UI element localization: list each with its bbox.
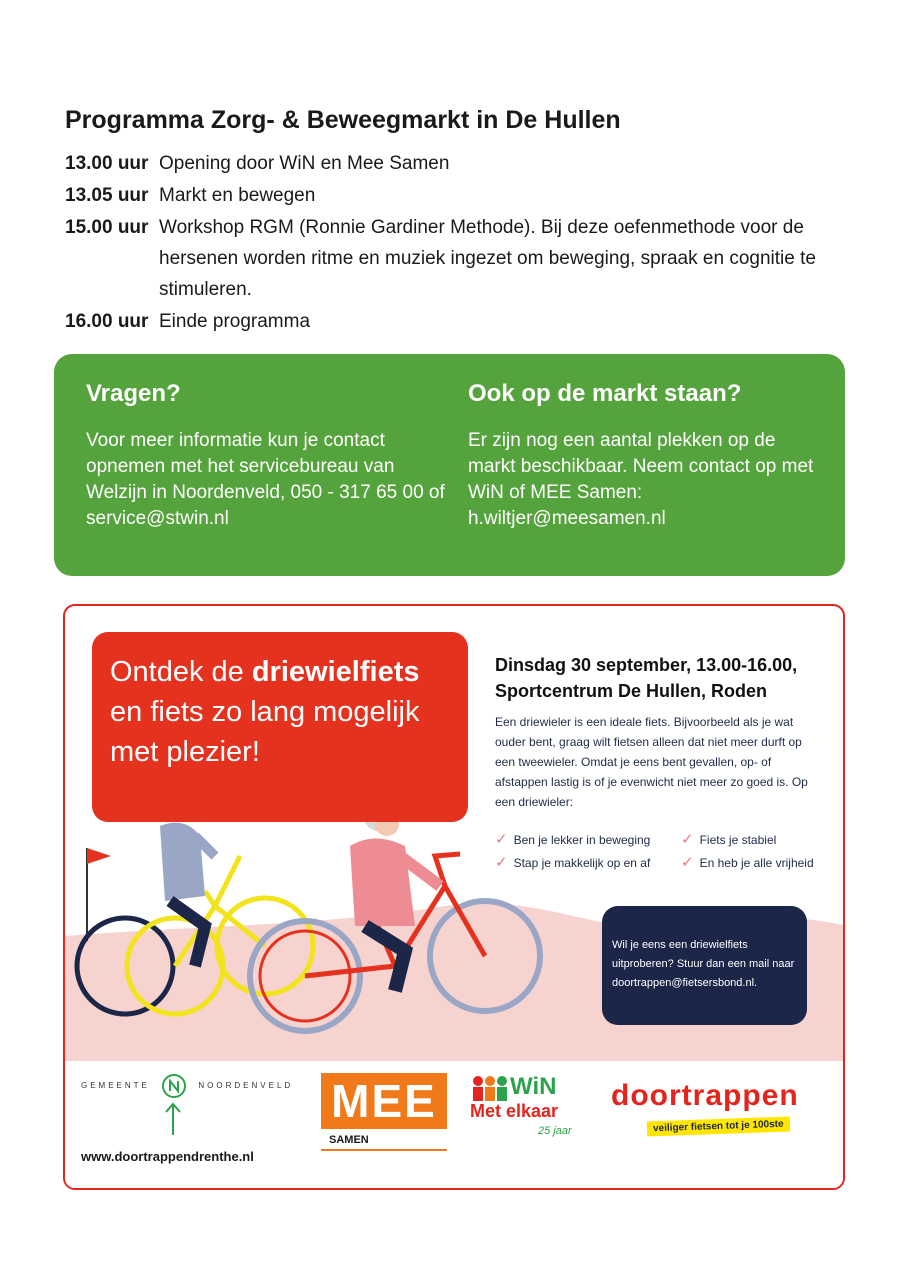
win-logo [470,1073,600,1153]
program-time: 13.05 uur [65,185,149,206]
mee-samen-logo [321,1073,447,1151]
headline-card [92,632,468,822]
questions-heading: Vragen? [86,380,181,407]
questions-text: Voor meer informatie kun je contact opnemen met het servicebureau van Welzijn in Noordenveld, 050 - 317 65 00 of service@stwin.nl [86,430,445,529]
noordenveld-emblem-icon [161,1073,187,1099]
headline-pre: Ontdek de [110,656,252,688]
program-item [65,180,855,211]
check-icon: ✓ [681,831,694,848]
program-item [65,306,855,337]
program-time: 16.00 uur [65,311,149,332]
mee-logo-text: MEE [321,1073,447,1129]
program-text: Workshop RGM (Ronnie Gardiner Methode). Bij deze oefenmethode voor de hersenen worden ritme en muziek ingezet om beweging, spraak en cognitie te stimuleren. [159,217,816,300]
headline-post: en fiets zo lang mogelijk met plezier! [110,696,420,768]
samen-logo-text: SAMEN [321,1129,447,1151]
program-text: Markt en bewegen [159,185,316,206]
flyer [63,604,845,1190]
program-text: Opening door WiN en Mee Samen [159,153,450,174]
benefit-item: ✓ Ben je lekker in beweging [495,831,651,848]
event-date-line2: Sportcentrum De Hullen, Roden [495,681,768,701]
check-icon: ✓ [495,831,508,848]
program-text: Einde programma [159,311,311,332]
check-icon: ✓ [495,854,508,871]
program-time: 15.00 uur [65,217,149,238]
check-icon: ✓ [681,854,694,871]
logo-row [65,1061,845,1190]
website-url: www.doortrappendrenthe.nl [81,1149,254,1164]
headline-bold: driewielfiets [251,656,420,688]
program-time: 13.00 uur [65,153,149,174]
benefit-item: ✓ Stap je makkelijk op en af [495,854,651,871]
win-name: WiN [510,1073,557,1100]
cta-card: Wil je eens een driewielfiets uitproberen? Stuur dan een mail naar doortrappen@fietsersbond.nl. [602,906,807,1025]
doortrappen-tagline: veiliger fietsen tot je 100ste [647,1117,790,1137]
event-description: Een driewieler is een ideale fiets. Bijvoorbeeld als je wat ouder bent, graag wilt fietsen alleen dat niet meer durft op een tweewieler. Omdat je eens bent gevallen, op- of afstappen lastig is of je evenwicht niet meer zo goed is. Op een driewieler: [495,715,808,809]
arrow-up-icon [163,1101,183,1135]
people-icon [470,1075,510,1101]
benefit-item: ✓ Fiets je stabiel [681,831,777,848]
win-slogan: Met elkaar [470,1101,559,1121]
program-list [65,148,855,338]
questions-column [86,380,446,532]
program-title: Programma Zorg- & Beweegmarkt in De Hullen [65,106,621,134]
doortrappen-name: doortrappen [611,1079,799,1112]
market-column [468,380,828,532]
event-date-line1: Dinsdag 30 september, 13.00-16.00, [495,655,798,675]
win-anniversary: 25 jaar [538,1125,572,1137]
market-heading: Ook op de markt staan? [468,380,742,407]
noordenveld-logo: GEMEENTE NOORDENVELD [81,1073,293,1099]
program-item [65,212,855,305]
event-date [495,652,797,704]
info-box [54,354,845,576]
program-item [65,148,855,179]
market-text: Er zijn nog een aantal plekken op de markt beschikbaar. Neem contact op met WiN of MEE Samen: h.wiltjer@meesamen.nl [468,430,814,529]
benefit-item: ✓ En heb je alle vrijheid [681,854,814,871]
doortrappen-logo [611,1079,799,1135]
